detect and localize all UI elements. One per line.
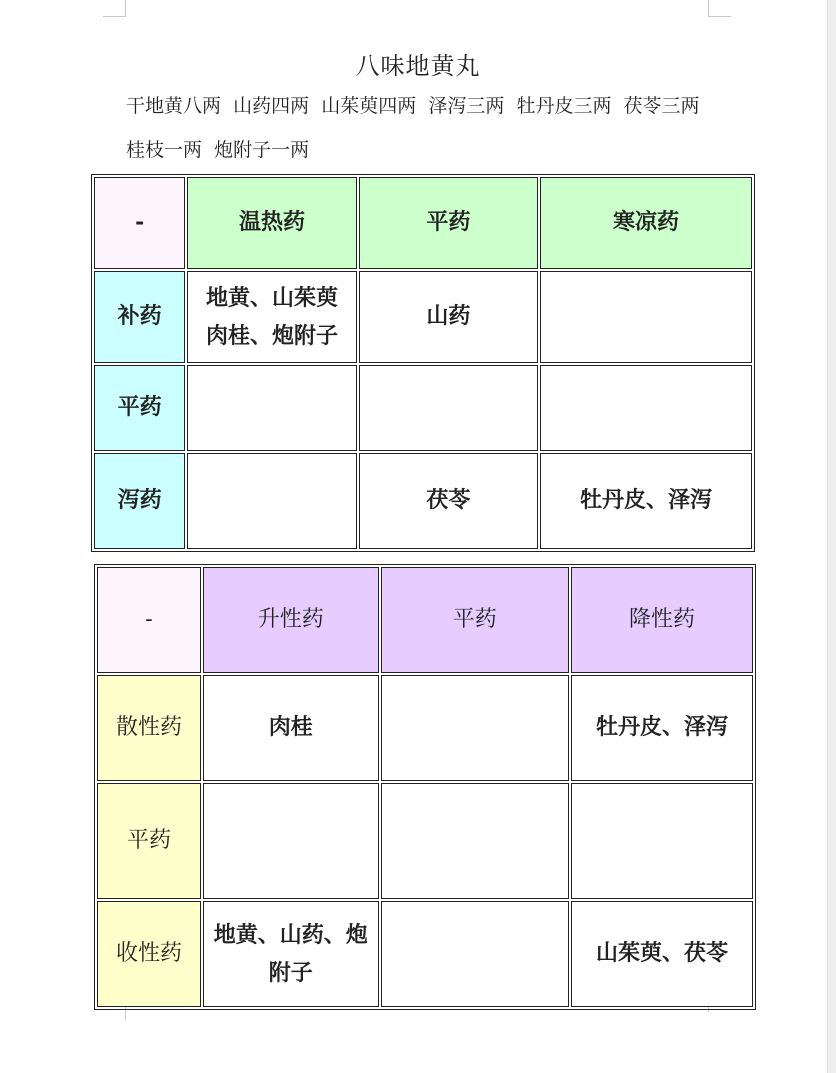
crop-mark-top-right bbox=[708, 0, 731, 17]
column-header-warm: 温热药 bbox=[187, 177, 357, 269]
row-header-neutral: 平药 bbox=[97, 783, 201, 899]
column-header-rising: 升性药 bbox=[203, 567, 379, 673]
table-row bbox=[94, 271, 752, 363]
crop-mark-top-left bbox=[103, 0, 126, 17]
table-row bbox=[97, 675, 753, 781]
table-corner-cell: - bbox=[94, 177, 185, 269]
ingredients-line-2 bbox=[126, 128, 726, 172]
table-cell: 山茱萸、茯苓 bbox=[571, 901, 753, 1007]
table-header-row bbox=[97, 567, 753, 673]
column-header-neutral: 平药 bbox=[381, 567, 570, 673]
row-header-drain: 泻药 bbox=[94, 453, 185, 549]
table-cell bbox=[203, 783, 379, 899]
ingredient-item: 茯苓三两 bbox=[623, 95, 700, 117]
table-cell bbox=[381, 901, 570, 1007]
table-row bbox=[94, 365, 752, 451]
table-cell bbox=[187, 365, 357, 451]
table-cell: 肉桂 bbox=[203, 675, 379, 781]
table-row bbox=[94, 453, 752, 549]
ingredients-line-1 bbox=[126, 84, 726, 128]
table-cell: 地黄、山茱萸 肉桂、炮附子 bbox=[187, 271, 357, 363]
row-header-neutral: 平药 bbox=[94, 365, 185, 451]
ingredient-item: 桂枝一两 bbox=[126, 139, 203, 161]
table-cell bbox=[359, 365, 538, 451]
table-cell: 牡丹皮、泽泻 bbox=[571, 675, 753, 781]
vertical-scrollbar[interactable] bbox=[827, 0, 836, 1073]
column-header-neutral: 平药 bbox=[359, 177, 538, 269]
table-cell bbox=[540, 365, 752, 451]
table-cell: 茯苓 bbox=[359, 453, 538, 549]
document-title: 八味地黄丸 bbox=[355, 52, 481, 80]
table-cell: 地黄、山药、炮附子 bbox=[203, 901, 379, 1007]
table-row bbox=[97, 901, 753, 1007]
table-cell bbox=[571, 783, 753, 899]
ingredient-item: 山茱萸四两 bbox=[321, 95, 417, 117]
table-header-row bbox=[94, 177, 752, 269]
table-cell bbox=[540, 271, 752, 363]
row-header-disperse: 散性药 bbox=[97, 675, 201, 781]
ingredient-item: 牡丹皮三两 bbox=[516, 95, 612, 117]
ingredients-list bbox=[126, 84, 726, 172]
column-header-cold: 寒凉药 bbox=[540, 177, 752, 269]
ingredient-item: 山药四两 bbox=[233, 95, 310, 117]
table-cell: 山药 bbox=[359, 271, 538, 363]
row-header-astringe: 收性药 bbox=[97, 901, 201, 1007]
table-cell bbox=[187, 453, 357, 549]
table-cell: 牡丹皮、泽泻 bbox=[540, 453, 752, 549]
column-header-falling: 降性药 bbox=[571, 567, 753, 673]
table-cell bbox=[381, 783, 570, 899]
table-corner-cell: - bbox=[97, 567, 201, 673]
ingredient-item: 炮附子一两 bbox=[214, 139, 310, 161]
row-header-tonify: 补药 bbox=[94, 271, 185, 363]
ingredient-item: 泽泻三两 bbox=[428, 95, 505, 117]
table-row bbox=[97, 783, 753, 899]
table-cell bbox=[381, 675, 570, 781]
rise-fall-disperse-astringe-table bbox=[94, 564, 756, 1010]
warm-cold-tonify-drain-table bbox=[91, 174, 755, 552]
ingredient-item: 干地黄八两 bbox=[126, 95, 222, 117]
